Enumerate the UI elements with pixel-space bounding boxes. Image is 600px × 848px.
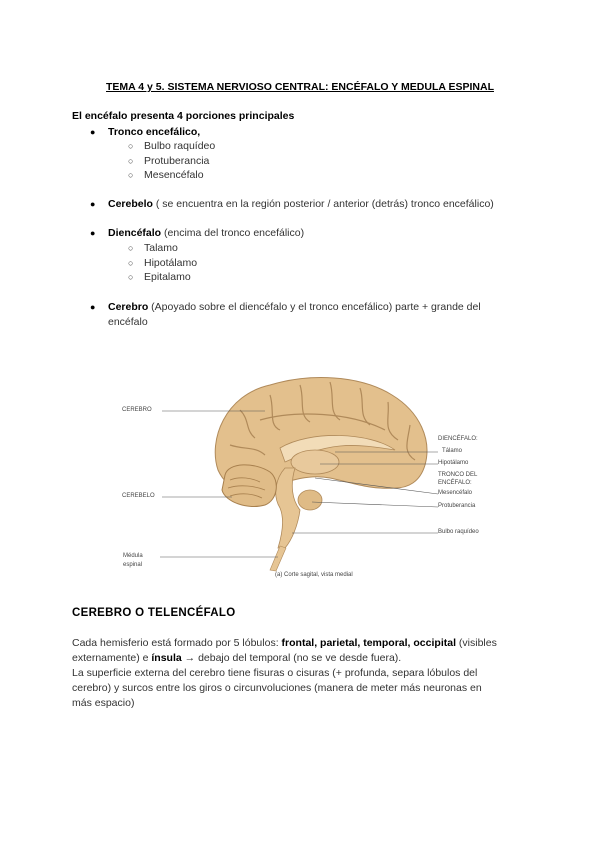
intro-heading: El encéfalo presenta 4 porciones principales <box>72 110 295 122</box>
bullet-dot: ● <box>90 127 96 137</box>
figure-caption: (a) Corte sagital, vista medial <box>275 572 353 578</box>
bullet-dot: ● <box>90 199 96 209</box>
label-medula: Médula <box>123 553 143 559</box>
circle-bullet: ○ <box>128 141 134 151</box>
page-title: TEMA 4 y 5. SISTEMA NERVIOSO CENTRAL: ENCÉFALO Y MEDULA ESPINAL <box>106 81 494 93</box>
brain-illustration <box>120 370 490 580</box>
label-talamo: Tálamo <box>442 448 463 454</box>
paragraph-line-5: más espacio) <box>72 697 135 709</box>
brainstem-shape <box>276 468 300 548</box>
bullet-cerebelo-desc: ( se encuentra en la región posterior / anterior (detrás) tronco encefálico) <box>152 198 494 210</box>
circle-bullet: ○ <box>128 258 134 268</box>
document-page: TEMA 4 y 5. SISTEMA NERVIOSO CENTRAL: ENCÉFALO Y MEDULA ESPINAL El encéfalo presenta 4 porciones principales ● Tronco encefálico, ○ Bulbo raquídeo ○ Protuberancia ○ Mesencéfalo ● Cerebelo ( se encuentra en la región posterior / anterior (detrás) tronco encefálico) ● Diencéfalo (encima del tronco encefálico) ○ Talamo ○ Hipotálamo ○ Epitalamo ● Cerebro (Apoyado sobre el diencéfalo y el tronco encefálico) parte + grande del encéfalo CEREBRO CEREBELO Médula espinal DIENCÉFALO: Tálamo Hipotálamo TRONCO DEL ENCÉFALO: Mesencéfalo Protuberancia Bulbo raquídeo (a) Corte sagital, vista medial CEREBRO O TELENCÉFALO Cada hemisferio está formado por 5 lóbulos: frontal, parietal, temporal, occipital (visibles externamente) e ínsula → debajo del temporal (no se ve desde fuera). La superficie externa del cerebro tiene fisuras o cisuras (+ profunda, separa lóbulos del cerebro) y surcos entre los giros o circunvoluciones (manera de meter más neuronas en más espacio) <box>0 0 600 848</box>
bullet-cerebro-name: Cerebro <box>108 301 149 313</box>
label-cerebro: CEREBRO <box>122 407 152 413</box>
label-hipotalamo: Hipotálamo <box>438 460 469 466</box>
label-mesencefalo: Mesencéfalo <box>438 490 473 496</box>
label-tronco: TRONCO DEL <box>438 472 478 478</box>
paragraph-line-4: cerebro) y surcos entre los giros o circunvoluciones (manera de meter más neuronas en <box>72 682 482 694</box>
bullet-diencefalo-name: Diencéfalo <box>108 227 162 239</box>
brain-figure <box>120 370 490 580</box>
label-protuberancia: Protuberancia <box>438 503 476 509</box>
label-tronco-2: ENCÉFALO: <box>438 480 472 486</box>
bullet-cerebro-desc: (Apoyado sobre el diencéfalo y el tronco encefálico) parte + grande del <box>148 301 481 313</box>
bullet-cerebro-desc-cont: encéfalo <box>108 316 148 328</box>
cerebellum-shape <box>222 465 276 507</box>
label-diencefalo: DIENCÉFALO: <box>438 436 478 442</box>
label-cerebelo: CEREBELO <box>122 493 155 499</box>
bullet-tronco-name: Tronco encefálico, <box>108 126 201 138</box>
thalamus-shape <box>291 450 339 474</box>
section-heading: CEREBRO O TELENCÉFALO <box>72 607 236 619</box>
label-bulbo: Bulbo raquídeo <box>438 529 479 535</box>
label-medula-2: espinal <box>123 562 143 568</box>
bullet-dot: ● <box>90 302 96 312</box>
pons-shape <box>298 490 322 510</box>
paragraph-line-1: Cada hemisferio está formado por 5 lóbulos: frontal, parietal, temporal, occipital (visibles <box>72 637 497 649</box>
circle-bullet: ○ <box>128 272 134 282</box>
paragraph-line-3: La superficie externa del cerebro tiene fisuras o cisuras (+ profunda, separa lóbulos del <box>72 667 478 679</box>
bullet-cerebelo-name: Cerebelo <box>108 198 153 210</box>
circle-bullet: ○ <box>128 170 134 180</box>
paragraph-line-2: externamente) e ínsula → debajo del temporal (no se ve desde fuera). <box>72 652 402 664</box>
spinal-cord-shape <box>270 546 286 571</box>
circle-bullet: ○ <box>128 156 134 166</box>
bullet-dot: ● <box>90 228 96 238</box>
circle-bullet: ○ <box>128 243 134 253</box>
bullet-diencefalo-desc: (encima del tronco encefálico) <box>161 227 305 239</box>
